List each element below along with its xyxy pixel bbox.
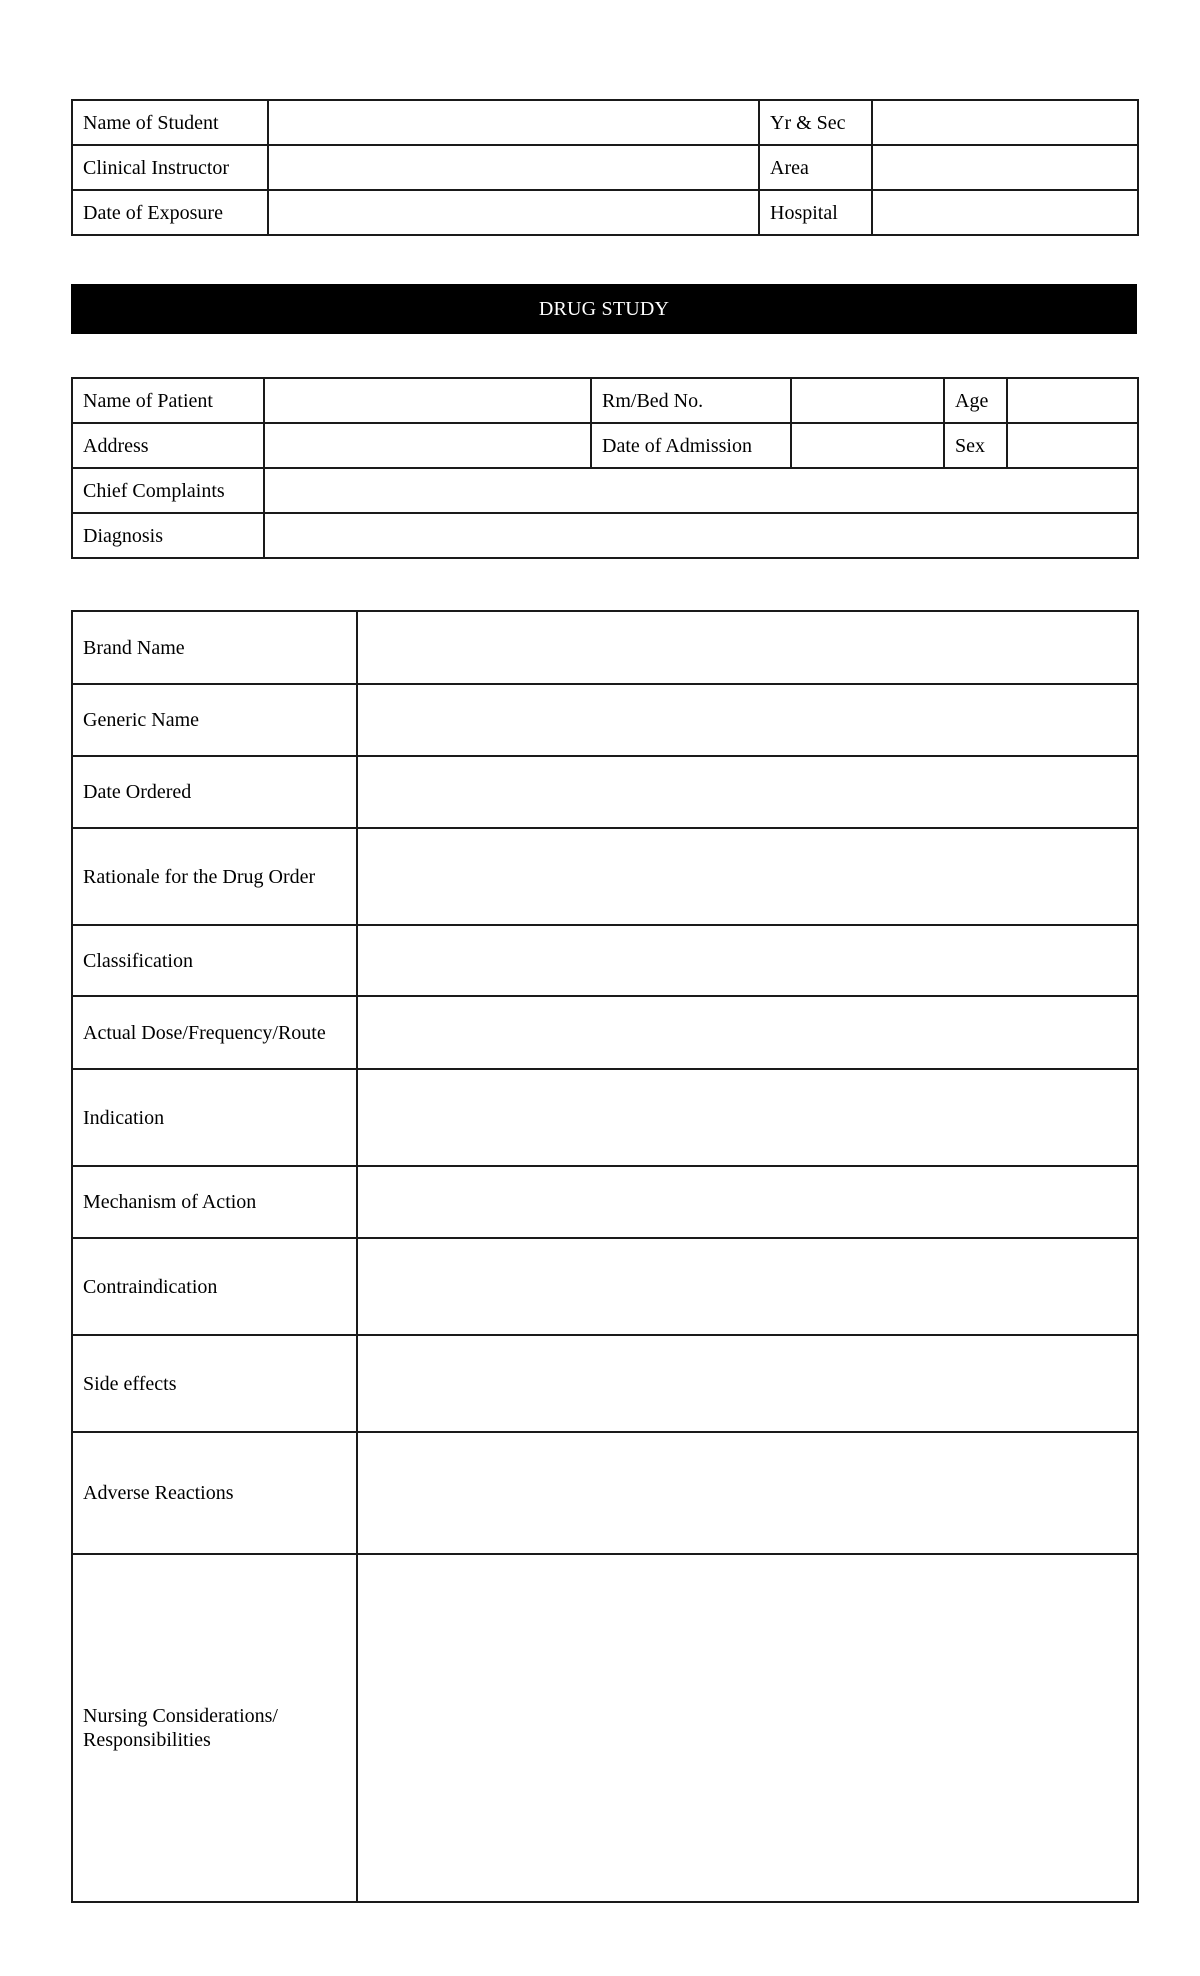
clinical-instructor-field[interactable] xyxy=(268,145,759,190)
brand-name-field[interactable] xyxy=(357,611,1138,684)
drug-info-table xyxy=(71,610,1139,1903)
diagnosis-field[interactable] xyxy=(264,513,1138,558)
indication-label: Indication xyxy=(72,1069,357,1166)
date-of-exposure-label: Date of Exposure xyxy=(72,190,268,235)
adverse-reactions-field[interactable] xyxy=(357,1432,1138,1554)
nursing-considerations-field[interactable] xyxy=(357,1554,1138,1902)
contraindication-label: Contraindication xyxy=(72,1238,357,1335)
name-of-patient-field[interactable] xyxy=(264,378,591,423)
chief-complaints-label: Chief Complaints xyxy=(72,468,264,513)
drug-study-banner: DRUG STUDY xyxy=(71,284,1137,334)
address-label: Address xyxy=(72,423,264,468)
table-row xyxy=(72,1432,1138,1554)
table-row xyxy=(72,423,1138,468)
side-effects-field[interactable] xyxy=(357,1335,1138,1432)
table-row xyxy=(72,1238,1138,1335)
table-row xyxy=(72,100,1138,145)
classification-field[interactable] xyxy=(357,925,1138,996)
actual-dose-field[interactable] xyxy=(357,996,1138,1069)
table-row xyxy=(72,1335,1138,1432)
table-row xyxy=(72,190,1138,235)
name-of-student-label: Name of Student xyxy=(72,100,268,145)
table-row xyxy=(72,1554,1138,1902)
rationale-field[interactable] xyxy=(357,828,1138,925)
brand-name-label: Brand Name xyxy=(72,611,357,684)
table-row xyxy=(72,756,1138,828)
date-of-exposure-field[interactable] xyxy=(268,190,759,235)
rm-bed-label: Rm/Bed No. xyxy=(591,378,791,423)
table-row xyxy=(72,611,1138,684)
table-row xyxy=(72,378,1138,423)
table-row xyxy=(72,925,1138,996)
table-row xyxy=(72,828,1138,925)
table-row xyxy=(72,145,1138,190)
generic-name-label: Generic Name xyxy=(72,684,357,756)
sex-label: Sex xyxy=(944,423,1007,468)
age-label: Age xyxy=(944,378,1007,423)
indication-field[interactable] xyxy=(357,1069,1138,1166)
patient-info-table xyxy=(71,377,1139,559)
generic-name-field[interactable] xyxy=(357,684,1138,756)
student-info-table xyxy=(71,99,1139,236)
side-effects-label: Side effects xyxy=(72,1335,357,1432)
area-field[interactable] xyxy=(872,145,1138,190)
date-of-admission-field[interactable] xyxy=(791,423,944,468)
table-row xyxy=(72,1069,1138,1166)
hospital-label: Hospital xyxy=(759,190,872,235)
age-field[interactable] xyxy=(1007,378,1138,423)
classification-label: Classification xyxy=(72,925,357,996)
sex-field[interactable] xyxy=(1007,423,1138,468)
nursing-considerations-label: Nursing Considerations/ Responsibilities xyxy=(72,1554,357,1902)
date-ordered-field[interactable] xyxy=(357,756,1138,828)
table-row xyxy=(72,996,1138,1069)
contraindication-field[interactable] xyxy=(357,1238,1138,1335)
actual-dose-label: Actual Dose/Frequency/Route xyxy=(72,996,357,1069)
name-of-student-field[interactable] xyxy=(268,100,759,145)
chief-complaints-field[interactable] xyxy=(264,468,1138,513)
table-row xyxy=(72,468,1138,513)
yr-sec-field[interactable] xyxy=(872,100,1138,145)
clinical-instructor-label: Clinical Instructor xyxy=(72,145,268,190)
table-row xyxy=(72,513,1138,558)
table-row xyxy=(72,1166,1138,1238)
date-of-admission-label: Date of Admission xyxy=(591,423,791,468)
rm-bed-field[interactable] xyxy=(791,378,944,423)
hospital-field[interactable] xyxy=(872,190,1138,235)
address-field[interactable] xyxy=(264,423,591,468)
mechanism-of-action-label: Mechanism of Action xyxy=(72,1166,357,1238)
name-of-patient-label: Name of Patient xyxy=(72,378,264,423)
table-row xyxy=(72,684,1138,756)
mechanism-of-action-field[interactable] xyxy=(357,1166,1138,1238)
adverse-reactions-label: Adverse Reactions xyxy=(72,1432,357,1554)
area-label: Area xyxy=(759,145,872,190)
rationale-label: Rationale for the Drug Order xyxy=(72,828,357,925)
date-ordered-label: Date Ordered xyxy=(72,756,357,828)
diagnosis-label: Diagnosis xyxy=(72,513,264,558)
yr-sec-label: Yr & Sec xyxy=(759,100,872,145)
